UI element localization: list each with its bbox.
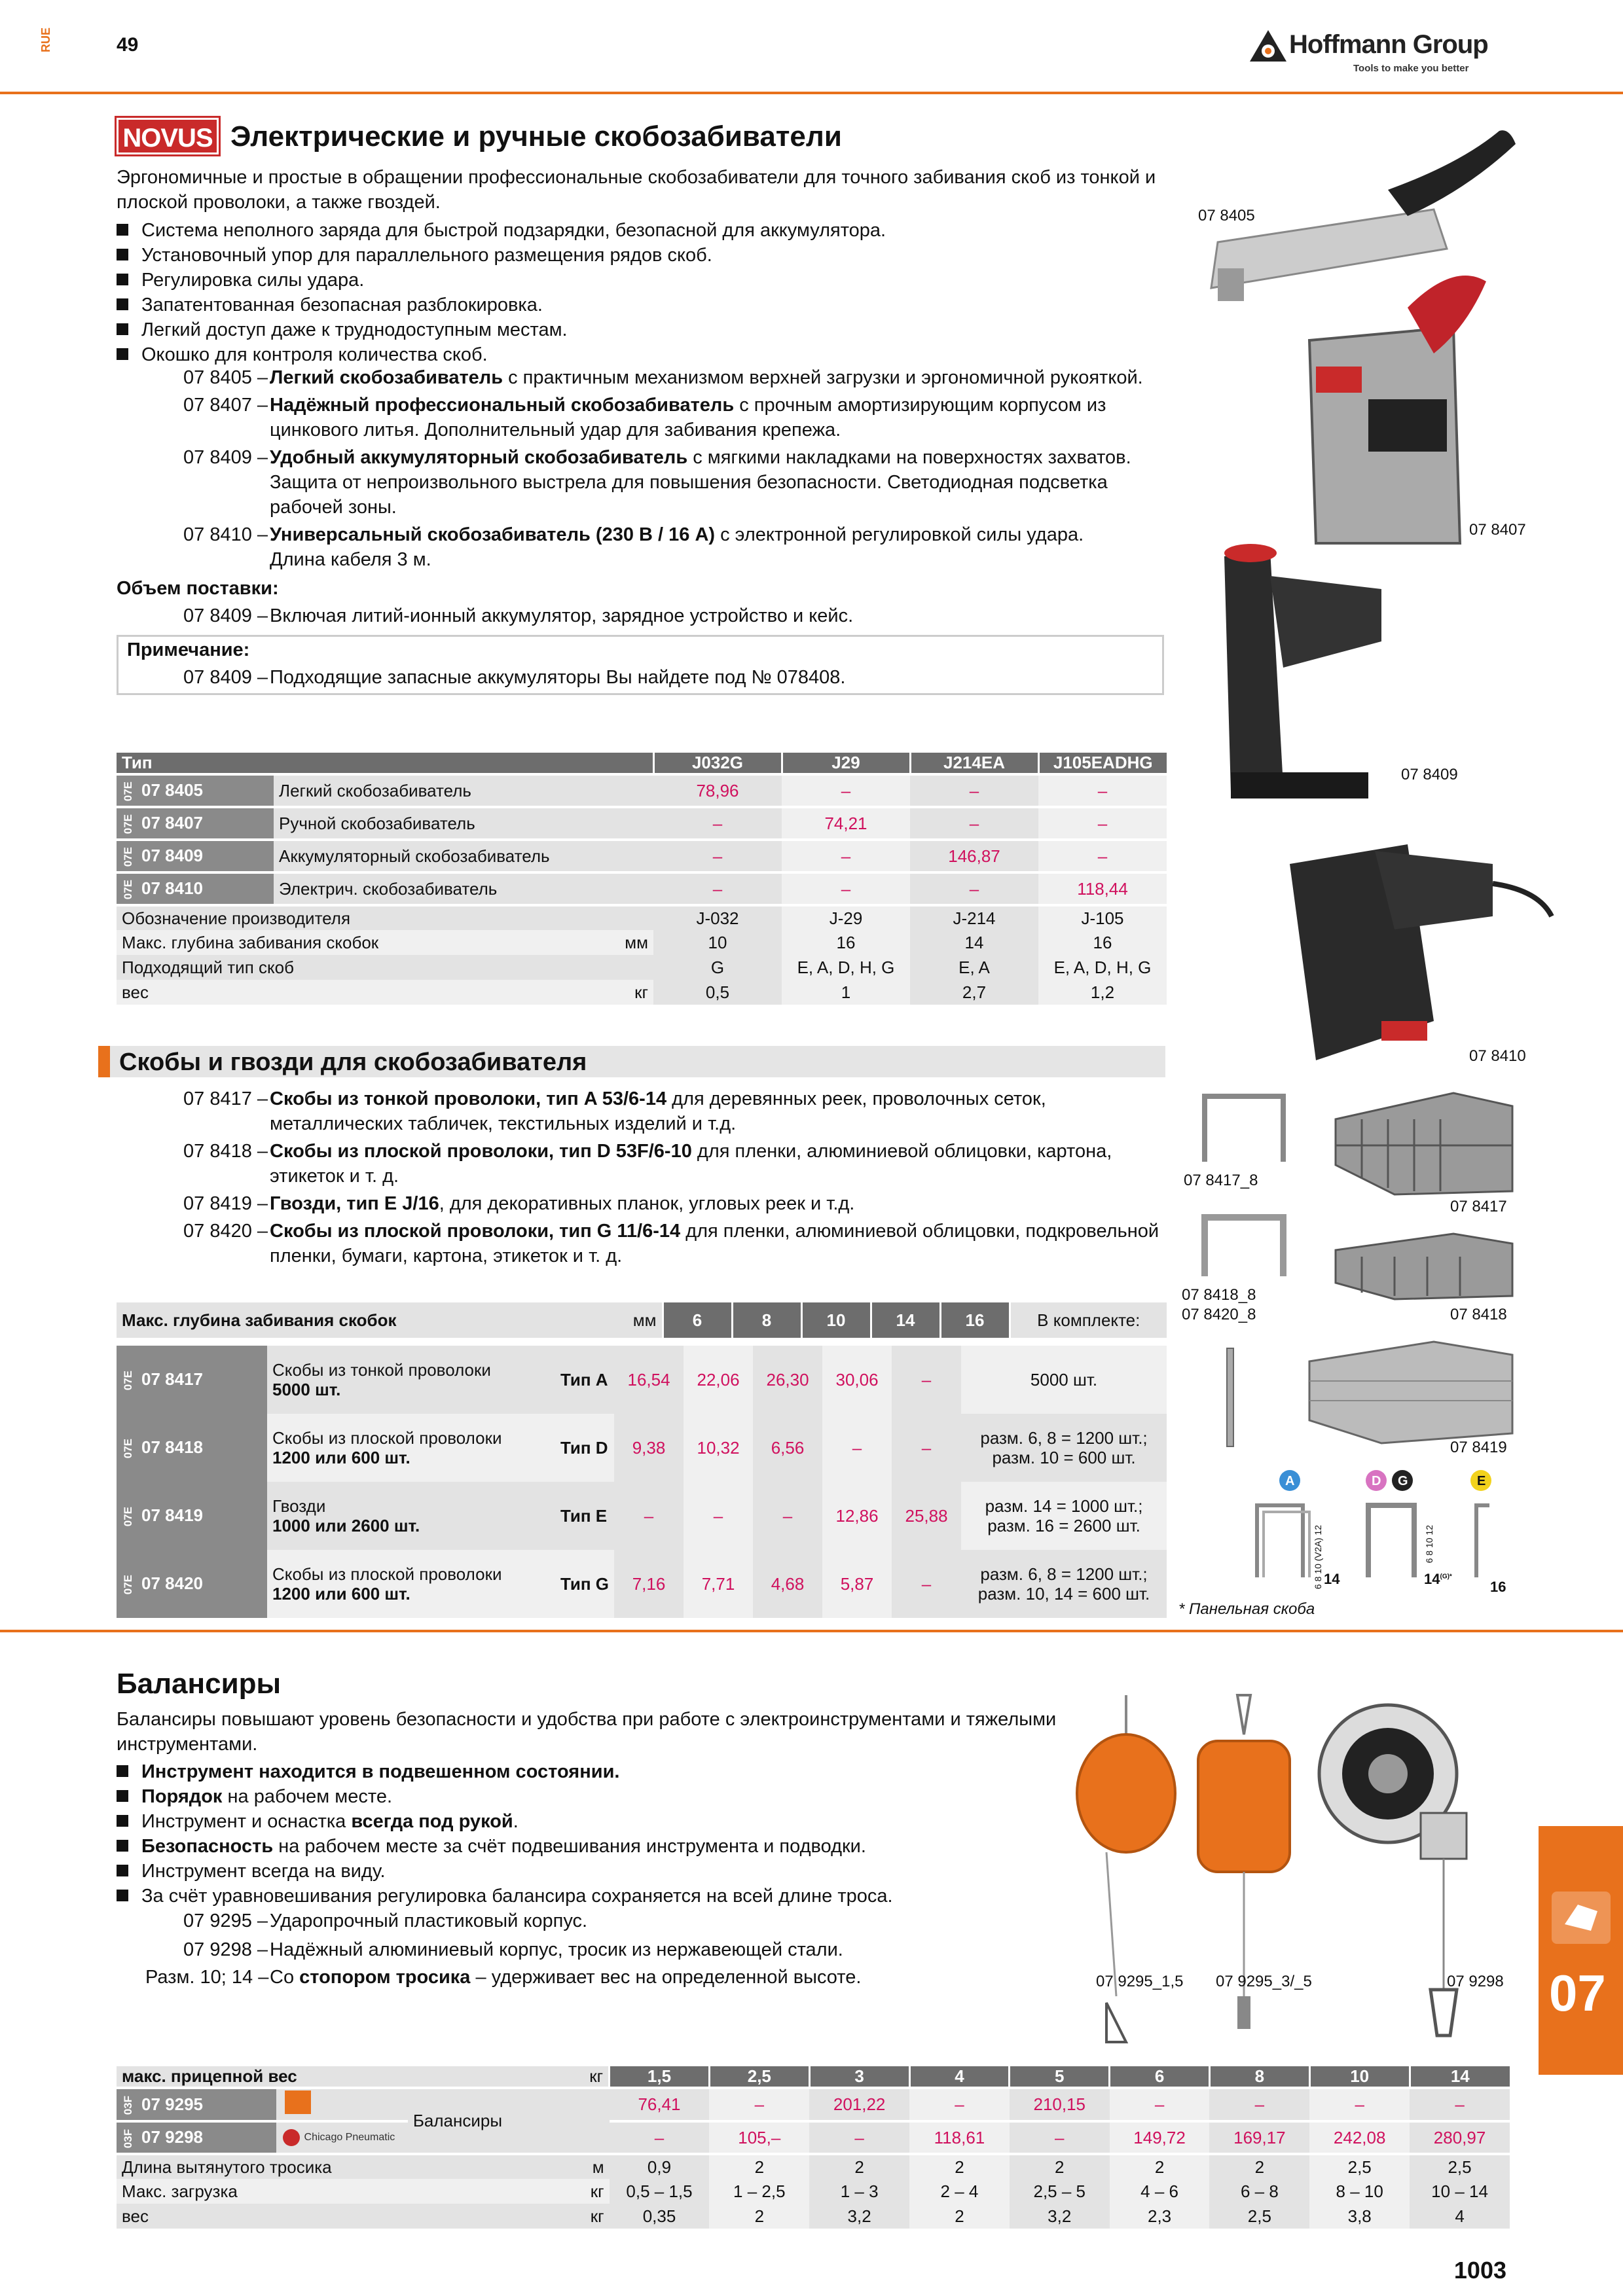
col-header: J29	[782, 753, 910, 774]
table-row[interactable]	[117, 1482, 1167, 1550]
bullet-item: Запатентованная безопасная разблокировка.	[117, 293, 543, 317]
price-cell: 7,16	[614, 1550, 684, 1618]
staples-rows	[117, 1346, 1167, 1618]
bullet-item: Система неполного заряда для быстрой подзарядки, безопасной для аккумулятора.	[117, 218, 886, 243]
table-row[interactable]	[117, 807, 1167, 840]
price-cell: –	[1010, 2121, 1110, 2154]
stapler-8407-image	[1303, 268, 1519, 556]
spec-unit: кг	[575, 2204, 610, 2229]
article-number: 07E 07 8418	[117, 1414, 267, 1482]
chapter-number: 07	[1549, 1964, 1606, 2022]
spec-value: 0,35	[610, 2204, 710, 2229]
col-header: J105EADHG	[1038, 753, 1167, 774]
staple-type: Тип G	[555, 1550, 614, 1618]
product-name: Электрич. скобозабиватель	[274, 872, 653, 905]
spec-value: 1 – 2,5	[709, 2179, 809, 2204]
intro-line-1: Эргономичные и простые в обращении профессиональные скобозабиватели для точного забивания скоб из тонкой и	[117, 167, 1156, 188]
spec-value: 2,5	[1410, 2154, 1510, 2179]
spec-row	[117, 2154, 1510, 2179]
price-cell: –	[684, 1482, 753, 1550]
article-number: 03F 07 9298	[117, 2121, 276, 2154]
col-header: 3	[809, 2066, 909, 2088]
spec-row	[117, 2179, 1510, 2204]
col-header: 1,5	[610, 2066, 710, 2088]
bullet-item: Установочный упор для параллельного размещения рядов скоб.	[117, 243, 712, 268]
bullet-item: Инструмент всегда на виду.	[117, 1859, 386, 1884]
price-cell: 7,71	[684, 1550, 753, 1618]
balancer-9295-small-image	[1067, 1695, 1185, 2049]
price-cell: 6,56	[753, 1414, 822, 1482]
price-cell: 146,87	[910, 840, 1038, 872]
spec-unit: мм	[564, 930, 653, 955]
header-rule	[0, 92, 1623, 94]
spec-value: 2	[1110, 2154, 1210, 2179]
price-cell: 210,15	[1010, 2088, 1110, 2121]
spec-row	[117, 905, 1167, 930]
spec-row	[117, 980, 1167, 1005]
price-cell: –	[1309, 2088, 1410, 2121]
price-cell: 118,44	[1038, 872, 1167, 905]
table-row[interactable]	[117, 1414, 1167, 1482]
spec-value: 2,7	[910, 980, 1038, 1005]
col-header: 8	[1209, 2066, 1309, 2088]
price-cell: 280,97	[1410, 2121, 1510, 2154]
price-cell: 30,06	[822, 1346, 892, 1414]
spec-value: 16	[782, 930, 910, 955]
col-header: 6	[663, 1302, 732, 1338]
article-number: 07E 07 8420	[117, 1550, 267, 1618]
price-cell: –	[1038, 774, 1167, 807]
price-cell: –	[892, 1550, 961, 1618]
spec-value: 2 – 4	[909, 2179, 1010, 2204]
spec-value: 2,3	[1110, 2204, 1210, 2229]
col-header: 10	[1309, 2066, 1410, 2088]
hoffmann-logo[interactable]	[1249, 26, 1510, 80]
image-label: 07 8420_8	[1182, 1306, 1256, 1323]
brand-tagline: Tools to make you better	[1353, 63, 1469, 74]
article-number: 07E 07 8417	[117, 1346, 267, 1414]
price-cell: –	[892, 1414, 961, 1482]
bullet-item: Легкий доступ даже к труднодоступным местам.	[117, 317, 568, 342]
spec-value: 2	[909, 2204, 1010, 2229]
product-name: Скобы из тонкой проволоки 5000 шт.	[267, 1346, 555, 1414]
staple-type: Тип A	[555, 1346, 614, 1414]
kit-content: разм. 6, 8 = 1200 шт.; разм. 10 = 600 шт.	[961, 1414, 1167, 1482]
note-label: Примечание:	[127, 639, 250, 660]
product-name: Скобы из плоской проволоки 1200 или 600 шт.	[267, 1414, 555, 1482]
chapter-tab[interactable]	[1539, 1826, 1623, 2075]
bullet-item: За счёт уравновешивания регулировка балансира сохраняется на всей длине троса.	[117, 1884, 893, 1909]
price-cell: 105,–	[709, 2121, 809, 2154]
price-cell: 169,17	[1209, 2121, 1309, 2154]
dims-d: 6 8 10 12	[1424, 1525, 1434, 1564]
table-row[interactable]	[117, 1550, 1167, 1618]
image-label: 07 8410	[1469, 1047, 1526, 1065]
price-cell: –	[1410, 2088, 1510, 2121]
spec-label: вес	[117, 2204, 575, 2229]
price-cell: 149,72	[1110, 2121, 1210, 2154]
price-cell: 5,87	[822, 1550, 892, 1618]
intro-line-2: инструментами.	[117, 1734, 258, 1755]
spec-unit	[564, 955, 653, 980]
price-cell: –	[809, 2121, 909, 2154]
price-cell: 78,96	[653, 774, 782, 807]
page-number-left: 49	[117, 34, 139, 56]
col-header: 14	[1410, 2066, 1510, 2088]
stapler-8409-image	[1211, 537, 1395, 805]
col-header: 8	[732, 1302, 801, 1338]
price-cell: –	[753, 1482, 822, 1550]
col-header: 5	[1010, 2066, 1110, 2088]
depth-unit: мм	[603, 1302, 663, 1338]
type-e-badge: E	[1477, 1474, 1486, 1488]
spec-label: Обозначение производителя	[117, 905, 564, 930]
staple-type: Тип D	[555, 1414, 614, 1482]
cp-logo: Chicago Pneumatic	[276, 2121, 408, 2154]
tool-icon	[1552, 1885, 1611, 1944]
article-number: 07E 07 8405	[117, 774, 274, 807]
price-cell: 12,86	[822, 1482, 892, 1550]
spec-value: 2	[709, 2204, 809, 2229]
col-header: 14	[871, 1302, 940, 1338]
price-cell: –	[653, 872, 782, 905]
price-cell: –	[610, 2121, 710, 2154]
price-cell: 9,38	[614, 1414, 684, 1482]
col-header: J214EA	[910, 753, 1038, 774]
spec-row	[117, 930, 1167, 955]
spec-value: 2	[709, 2154, 809, 2179]
spec-value: 2,5	[1309, 2154, 1410, 2179]
col-header: 2,5	[709, 2066, 809, 2088]
bullet-item: Инструмент находится в подвешенном состоянии.	[117, 1759, 619, 1784]
spec-value: 14	[910, 930, 1038, 955]
language-tag: RUE	[39, 27, 52, 53]
price-cell: –	[782, 774, 910, 807]
footnote: * Панельная скоба	[1178, 1600, 1315, 1618]
spec-label: вес	[117, 980, 564, 1005]
price-cell: –	[782, 840, 910, 872]
image-label: 07 8409	[1401, 766, 1458, 783]
stapler-price-table	[117, 753, 1167, 1005]
table-row[interactable]	[117, 774, 1167, 807]
cp-logo-icon	[282, 2128, 301, 2147]
article-number: 07E 07 8409	[117, 840, 274, 872]
spec-label: Макс. загрузка	[117, 2179, 575, 2204]
load-unit: кг	[575, 2066, 610, 2088]
spec-value: 1,2	[1038, 980, 1167, 1005]
spec-value: 10 – 14	[1410, 2179, 1510, 2204]
nail-box-8419-image	[1303, 1335, 1519, 1446]
table-row[interactable]	[117, 2088, 1510, 2121]
price-cell: –	[892, 1346, 961, 1414]
product-name: Аккумуляторный скобозабиватель	[274, 840, 653, 872]
price-cell: 16,54	[614, 1346, 684, 1414]
spec-value: 1 – 3	[809, 2179, 909, 2204]
spec-value: 3,8	[1309, 2204, 1410, 2229]
staple-box-8418-image	[1322, 1230, 1519, 1302]
price-cell: 242,08	[1309, 2121, 1410, 2154]
bullet-item: Безопасность на рабочем месте за счёт подвешивания инструмента и подводки.	[117, 1834, 866, 1859]
price-cell: 201,22	[809, 2088, 909, 2121]
table-row[interactable]	[117, 2121, 1510, 2154]
article-number: 07E 07 8407	[117, 807, 274, 840]
image-label: 07 9298	[1447, 1973, 1504, 1990]
col-header: 10	[801, 1302, 871, 1338]
staple-box-8417-image	[1322, 1080, 1519, 1198]
section-title-staples: Скобы и гвозди для скобозабивателя	[119, 1049, 587, 1076]
image-label: 07 8405	[1198, 207, 1255, 224]
spec-value: E, A	[910, 955, 1038, 980]
image-label: 07 9295_3/_5	[1216, 1973, 1312, 1990]
bullet-item: Инструмент и оснастка всегда под рукой.	[117, 1809, 519, 1834]
kit-content: 5000 шт.	[961, 1346, 1167, 1414]
spec-value: 0,5	[653, 980, 782, 1005]
spec-unit: кг	[575, 2179, 610, 2204]
table-type-label: Тип	[117, 753, 653, 774]
spec-value: 16	[1038, 930, 1167, 955]
section-divider	[0, 1630, 1623, 1632]
col-header: 6	[1110, 2066, 1210, 2088]
dim-d-14: $14^{(G)*}$	[1424, 1571, 1452, 1587]
col-header: 4	[909, 2066, 1010, 2088]
price-cell: 4,68	[753, 1550, 822, 1618]
price-cell: 76,41	[610, 2088, 710, 2121]
spec-value: G	[653, 955, 782, 980]
spec-value: J-29	[782, 905, 910, 930]
article-number: 07E 07 8419	[117, 1482, 267, 1550]
section-title-balancers: Балансиры	[117, 1668, 282, 1700]
price-cell: –	[1110, 2088, 1210, 2121]
col-header: 16	[940, 1302, 1010, 1338]
balancer-price-table	[117, 2066, 1510, 2229]
image-label: 07 9295_1,5	[1096, 1973, 1184, 1990]
spec-value: E, A, D, H, G	[1038, 955, 1167, 980]
bullet-item: Порядок на рабочем месте.	[117, 1784, 392, 1809]
spec-value: 6 – 8	[1209, 2179, 1309, 2204]
table-row[interactable]	[117, 1346, 1167, 1414]
image-label: 07 8418_8	[1182, 1286, 1256, 1304]
spec-value: 8 – 10	[1309, 2179, 1410, 2204]
spec-value: 0,5 – 1,5	[610, 2179, 710, 2204]
product-name: Ручной скобозабиватель	[274, 807, 653, 840]
spec-value: E, A, D, H, G	[782, 955, 910, 980]
spec-row	[117, 2204, 1510, 2229]
image-label: 07 8407	[1469, 521, 1526, 539]
price-cell: –	[653, 840, 782, 872]
spec-value: 4	[1410, 2204, 1510, 2229]
nail-image	[1218, 1348, 1244, 1446]
spec-value: 10	[653, 930, 782, 955]
spec-value: 2,5	[1209, 2204, 1309, 2229]
product-name: Скобы из плоской проволоки 1200 или 600 шт.	[267, 1550, 555, 1618]
spec-unit	[564, 905, 653, 930]
bullet-item: Регулировка силы удара.	[117, 268, 364, 293]
price-cell: –	[1209, 2088, 1309, 2121]
spec-unit: кг	[564, 980, 653, 1005]
price-cell: –	[910, 872, 1038, 905]
intro-line-2: плоской проволоки, а также гвоздей.	[117, 192, 441, 213]
delivery-label: Объем поставки:	[117, 578, 279, 599]
price-cell: –	[782, 872, 910, 905]
price-cell: 26,30	[753, 1346, 822, 1414]
price-cell: –	[909, 2088, 1010, 2121]
intro-line-1: Балансиры повышают уровень безопасности и удобства при работе с электроинструментами и тяжелыми	[117, 1709, 1057, 1730]
spec-label: Макс. глубина забивания скобок	[117, 930, 564, 955]
staple-type: Тип E	[555, 1482, 614, 1550]
product-name: Легкий скобозабиватель	[274, 774, 653, 807]
spec-value: 2	[1010, 2154, 1110, 2179]
price-cell: –	[653, 807, 782, 840]
price-cell: –	[822, 1414, 892, 1482]
price-cell: –	[1038, 840, 1167, 872]
col-header: J032G	[653, 753, 782, 774]
product-name: Балансиры	[408, 2088, 575, 2154]
spec-value: 4 – 6	[1110, 2179, 1210, 2204]
kit-content: разм. 14 = 1000 шт.; разм. 16 = 2600 шт.	[961, 1482, 1167, 1550]
spec-value: 3,2	[809, 2204, 909, 2229]
staple-types-diagram	[1237, 1466, 1539, 1597]
image-label: 07 8419	[1450, 1439, 1507, 1456]
spec-unit: м	[575, 2154, 610, 2179]
spec-value: 0,9	[610, 2154, 710, 2179]
kit-label: В комплекте:	[1010, 1302, 1167, 1338]
price-cell: 118,61	[909, 2121, 1010, 2154]
staples-price-table	[117, 1302, 1167, 1338]
price-cell: –	[910, 774, 1038, 807]
spec-value: J-105	[1038, 905, 1167, 930]
spec-value: J-032	[653, 905, 782, 930]
staple-d-image	[1198, 1211, 1290, 1283]
bullet-item: Окошко для контроля количества скоб.	[117, 342, 488, 367]
spec-value: 2	[1209, 2154, 1309, 2179]
dim-a-14: 14	[1324, 1571, 1340, 1587]
load-label: макс. прицепной вес	[117, 2066, 575, 2088]
spec-value: 1	[782, 980, 910, 1005]
spec-value: 3,2	[1010, 2204, 1110, 2229]
spec-label: Длина вытянутого тросика	[117, 2154, 575, 2179]
price-cell: –	[1038, 807, 1167, 840]
spec-value: 2,5 – 5	[1010, 2179, 1110, 2204]
brand-name: Hoffmann Group	[1289, 30, 1488, 59]
balancer-9298-image	[1309, 1702, 1480, 2042]
price-cell: 25,88	[892, 1482, 961, 1550]
type-g-badge: G	[1398, 1474, 1408, 1488]
image-label: 07 8417	[1450, 1198, 1507, 1215]
dim-e-16: 16	[1490, 1579, 1506, 1595]
spec-value: J-214	[910, 905, 1038, 930]
depth-label: Макс. глубина забивания скобок	[117, 1302, 603, 1338]
price-cell: –	[614, 1482, 684, 1550]
image-label: 07 8418	[1450, 1306, 1507, 1323]
staple-a-image	[1198, 1090, 1290, 1168]
brand-logo-cell	[276, 2088, 408, 2121]
image-label: 07 8417_8	[1184, 1172, 1258, 1189]
spec-label: Подходящий тип скоб	[117, 955, 564, 980]
price-cell: –	[709, 2088, 809, 2121]
type-d-badge: D	[1372, 1474, 1381, 1488]
page-number: 1003	[1453, 2257, 1506, 2284]
spec-value: 2	[909, 2154, 1010, 2179]
price-cell: 10,32	[684, 1414, 753, 1482]
product-name: Гвозди 1000 или 2600 шт.	[267, 1482, 555, 1550]
price-cell: 22,06	[684, 1346, 753, 1414]
novus-logo: NOVUS	[117, 118, 219, 154]
section-title-staplers: Электрические и ручные скобозабиватели	[230, 120, 842, 152]
kit-content: разм. 6, 8 = 1200 шт.; разм. 10, 14 = 600 шт.	[961, 1550, 1167, 1618]
spec-row	[117, 955, 1167, 980]
article-number: 07E 07 8410	[117, 872, 274, 905]
article-number: 03F 07 9295	[117, 2088, 276, 2121]
dims-a: 6 8 10 (V2A) 12	[1313, 1525, 1323, 1590]
spec-value: 2	[809, 2154, 909, 2179]
price-cell: –	[910, 807, 1038, 840]
type-a-badge: A	[1285, 1474, 1295, 1488]
table-row[interactable]	[117, 840, 1167, 872]
table-row[interactable]	[117, 872, 1167, 905]
hoffmann-balancer-icon	[282, 2089, 314, 2115]
price-cell: 74,21	[782, 807, 910, 840]
hoffmann-mark-icon	[1249, 29, 1288, 63]
